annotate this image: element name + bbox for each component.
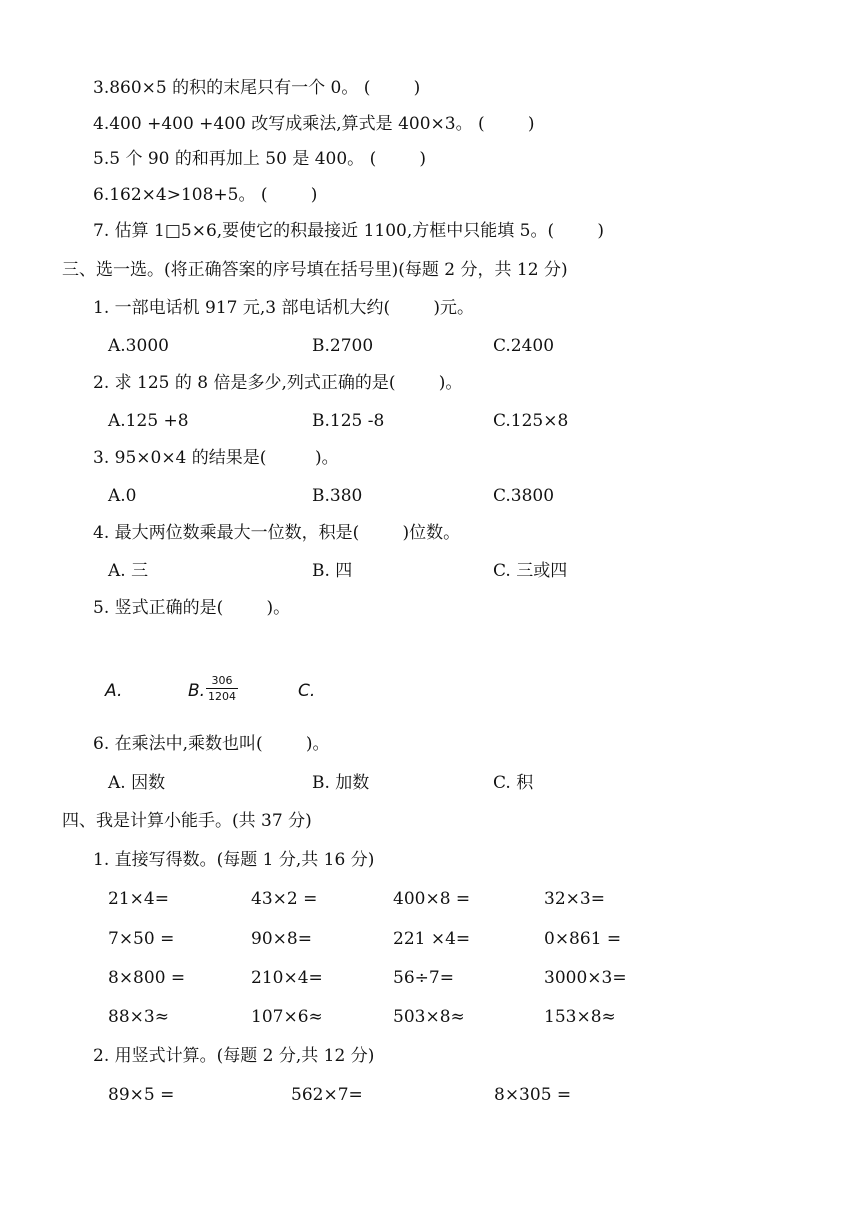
choice-2-option-c: C.125×8 <box>493 411 569 431</box>
calc-item: 153×8≈ <box>544 1007 616 1027</box>
choice-3-option-c: C.3800 <box>493 486 555 506</box>
section3-title: 三、选一选。(将正确答案的序号填在括号里)(每题 2 分，共 12 分) <box>62 260 568 280</box>
judge-item-4: 4.400 +400 +400 改写成乘法,算式是 400×3。 ( ) <box>93 114 535 134</box>
choice-6-option-a: A. 因数 <box>108 773 166 793</box>
calc-item: 3000×3= <box>544 968 627 988</box>
calc-item: 107×6≈ <box>251 1007 323 1027</box>
calc-item: 21×4= <box>108 889 169 909</box>
choice-5-option-a: A. <box>105 681 123 701</box>
choice-question-6: 6. 在乘法中,乘数也叫( )。 <box>93 734 330 754</box>
choice-5-option-c: C. <box>298 681 316 701</box>
calc-item: 503×8≈ <box>393 1007 465 1027</box>
calc-item: 400×8 = <box>393 889 471 909</box>
choice-question-1: 1. 一部电话机 917 元,3 部电话机大约( )元。 <box>93 298 474 318</box>
calc-item: 88×3≈ <box>108 1007 169 1027</box>
choice-question-2: 2. 求 125 的 8 倍是多少,列式正确的是( )。 <box>93 373 463 393</box>
calc-item: 7×50 = <box>108 929 175 949</box>
choice-question-3: 3. 95×0×4 的结果是( )。 <box>93 448 339 468</box>
calc-item: 210×4= <box>251 968 323 988</box>
calc-item: 221 ×4= <box>393 929 471 949</box>
choice-1-option-a: A.3000 <box>108 336 169 356</box>
choice-question-4: 4. 最大两位数乘最大一位数，积是( )位数。 <box>93 523 461 543</box>
choice-2-option-a: A.125 +8 <box>108 411 189 431</box>
section4-sub2-title: 2. 用竖式计算。(每题 2 分,共 12 分) <box>93 1046 375 1066</box>
judge-item-5: 5.5 个 90 的和再加上 50 是 400。 ( ) <box>93 149 427 169</box>
choice-1-option-b: B.2700 <box>312 336 374 356</box>
calc-item: 32×3= <box>544 889 605 909</box>
choice-4-option-a: A. 三 <box>108 561 149 581</box>
vertical-calc-item: 8×305 = <box>494 1085 572 1105</box>
choice-1-option-c: C.2400 <box>493 336 555 356</box>
choice-4-option-c: C. 三或四 <box>493 561 568 581</box>
choice-3-option-b: B.380 <box>312 486 363 506</box>
fraction-denominator: 1204 <box>208 690 236 703</box>
section4-sub1-title: 1. 直接写得数。(每题 1 分,共 16 分) <box>93 850 375 870</box>
choice-question-5: 5. 竖式正确的是( )。 <box>93 598 291 618</box>
choice-5-option-b-label: B. <box>188 681 206 701</box>
fraction-numerator: 306 <box>211 674 233 687</box>
calc-item: 43×2 = <box>251 889 318 909</box>
choice-2-option-b: B.125 -8 <box>312 411 385 431</box>
fraction-bar <box>206 688 238 689</box>
calc-item: 56÷7= <box>393 968 454 988</box>
judge-item-6: 6.162×4>108+5。 ( ) <box>93 185 318 205</box>
judge-item-3: 3.860×5 的积的末尾只有一个 0。 ( ) <box>93 78 421 98</box>
choice-6-option-b: B. 加数 <box>312 773 370 793</box>
section4-title: 四、我是计算小能手。(共 37 分) <box>62 811 312 831</box>
vertical-calc-item: 562×7= <box>291 1085 363 1105</box>
calc-item: 90×8= <box>251 929 312 949</box>
judge-item-7: 7. 估算 1□5×6,要使它的积最接近 1100,方框中只能填 5。( ) <box>93 221 604 241</box>
choice-3-option-a: A.0 <box>108 486 137 506</box>
calc-item: 0×861 = <box>544 929 622 949</box>
vertical-calc-item: 89×5 = <box>108 1085 175 1105</box>
calc-item: 8×800 = <box>108 968 186 988</box>
choice-6-option-c: C. 积 <box>493 773 534 793</box>
choice-5-option-b-fraction <box>206 674 238 703</box>
choice-4-option-b: B. 四 <box>312 561 353 581</box>
